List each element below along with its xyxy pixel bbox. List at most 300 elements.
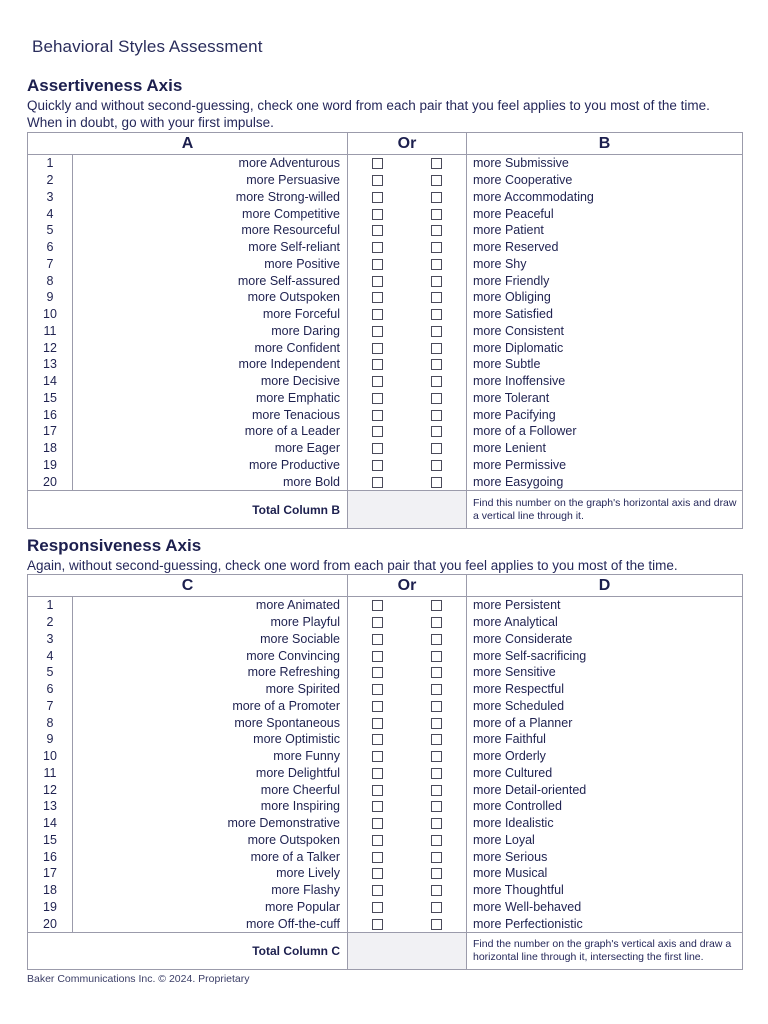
word-d: more Self-sacrificing [467, 647, 743, 664]
checkbox-a[interactable] [372, 326, 383, 337]
responsiveness-header-row [28, 575, 743, 597]
word-a: more Self-reliant [73, 239, 348, 256]
table-row [28, 339, 743, 356]
word-c: more Spirited [73, 681, 348, 698]
word-a: more Independent [73, 356, 348, 373]
checkbox-c[interactable] [372, 885, 383, 896]
word-a: more Self-assured [73, 272, 348, 289]
total-column-c-label: Total Column C [28, 933, 348, 970]
checkbox-pair [348, 440, 467, 457]
table-row [28, 614, 743, 631]
or-header: Or [348, 575, 467, 597]
checkbox-a[interactable] [372, 359, 383, 370]
checkbox-pair [348, 848, 467, 865]
table-row [28, 865, 743, 882]
checkbox-d[interactable] [431, 785, 442, 796]
word-c: more Optimistic [73, 731, 348, 748]
checkbox-d[interactable] [431, 651, 442, 662]
row-number: 14 [28, 815, 73, 832]
word-d: more Thoughtful [467, 882, 743, 899]
checkbox-pair [348, 356, 467, 373]
table-row [28, 848, 743, 865]
responsiveness-table [27, 574, 743, 970]
checkbox-c[interactable] [372, 718, 383, 729]
word-b: more Satisfied [467, 306, 743, 323]
checkbox-a[interactable] [372, 410, 383, 421]
checkbox-a[interactable] [372, 477, 383, 488]
word-a: more Forceful [73, 306, 348, 323]
checkbox-a[interactable] [372, 192, 383, 203]
table-row [28, 289, 743, 306]
word-c: more Refreshing [73, 664, 348, 681]
checkbox-b[interactable] [431, 209, 442, 220]
word-d: more Persistent [467, 597, 743, 614]
checkbox-pair [348, 306, 467, 323]
checkbox-c[interactable] [372, 919, 383, 930]
checkbox-pair [348, 289, 467, 306]
checkbox-c[interactable] [372, 667, 383, 678]
checkbox-d[interactable] [431, 919, 442, 930]
table-row [28, 798, 743, 815]
checkbox-pair [348, 189, 467, 206]
row-number: 9 [28, 289, 73, 306]
checkbox-pair [348, 597, 467, 614]
table-row [28, 272, 743, 289]
checkbox-c[interactable] [372, 785, 383, 796]
word-d: more Respectful [467, 681, 743, 698]
checkbox-d[interactable] [431, 868, 442, 879]
row-number: 5 [28, 222, 73, 239]
row-number: 11 [28, 323, 73, 340]
checkbox-pair [348, 865, 467, 882]
checkbox-pair [348, 222, 467, 239]
table-row [28, 748, 743, 765]
checkbox-a[interactable] [372, 376, 383, 387]
checkbox-pair [348, 272, 467, 289]
column-a-header: A [28, 133, 348, 155]
row-number: 3 [28, 189, 73, 206]
checkbox-pair [348, 882, 467, 899]
row-number: 13 [28, 798, 73, 815]
word-a: more Confident [73, 339, 348, 356]
checkbox-b[interactable] [431, 393, 442, 404]
checkbox-a[interactable] [372, 158, 383, 169]
responsiveness-section-title: Responsiveness Axis [27, 536, 202, 555]
word-b: more Easygoing [467, 473, 743, 490]
checkbox-c[interactable] [372, 751, 383, 762]
checkbox-pair [348, 205, 467, 222]
checkbox-a[interactable] [372, 460, 383, 471]
checkbox-b[interactable] [431, 443, 442, 454]
checkbox-pair [348, 457, 467, 474]
table-row [28, 882, 743, 899]
checkbox-a[interactable] [372, 242, 383, 253]
checkbox-c[interactable] [372, 852, 383, 863]
row-number: 3 [28, 631, 73, 648]
checkbox-d[interactable] [431, 885, 442, 896]
checkbox-a[interactable] [372, 209, 383, 220]
checkbox-d[interactable] [431, 684, 442, 695]
checkbox-b[interactable] [431, 292, 442, 303]
word-c: more Playful [73, 614, 348, 631]
table-row [28, 205, 743, 222]
row-number: 11 [28, 765, 73, 782]
word-c: more Lively [73, 865, 348, 882]
responsiveness-instructions: Again, without second-guessing, check one word from each pair that you feel applies to you most of the time. [27, 558, 678, 573]
table-row [28, 373, 743, 390]
row-number: 12 [28, 781, 73, 798]
total-column-c-note: Find the number on the graph's vertical axis and draw a horizontal line through it, intersecting the first line. [467, 933, 743, 970]
word-b: more Diplomatic [467, 339, 743, 356]
total-column-b-input[interactable] [348, 491, 467, 529]
row-number: 1 [28, 155, 73, 172]
checkbox-d[interactable] [431, 634, 442, 645]
row-number: 2 [28, 614, 73, 631]
word-d: more Considerate [467, 631, 743, 648]
column-c-header: C [28, 575, 348, 597]
checkbox-b[interactable] [431, 326, 442, 337]
table-row [28, 647, 743, 664]
checkbox-c[interactable] [372, 768, 383, 779]
word-d: more Cultured [467, 765, 743, 782]
row-number: 16 [28, 848, 73, 865]
word-d: more Idealistic [467, 815, 743, 832]
word-c: more Off-the-cuff [73, 915, 348, 932]
word-b: more Reserved [467, 239, 743, 256]
word-d: more Controlled [467, 798, 743, 815]
row-number: 6 [28, 681, 73, 698]
table-row [28, 765, 743, 782]
checkbox-a[interactable] [372, 276, 383, 287]
word-d: more Musical [467, 865, 743, 882]
checkbox-a[interactable] [372, 292, 383, 303]
checkbox-c[interactable] [372, 902, 383, 913]
row-number: 10 [28, 748, 73, 765]
table-row [28, 832, 743, 849]
word-c: more Flashy [73, 882, 348, 899]
checkbox-pair [348, 614, 467, 631]
word-c: more Popular [73, 899, 348, 916]
table-row [28, 915, 743, 932]
checkbox-d[interactable] [431, 617, 442, 628]
checkbox-c[interactable] [372, 651, 383, 662]
word-a: more Positive [73, 256, 348, 273]
checkbox-c[interactable] [372, 634, 383, 645]
table-row [28, 356, 743, 373]
page-title: Behavioral Styles Assessment [32, 37, 263, 56]
table-row [28, 256, 743, 273]
word-d: more Well-behaved [467, 899, 743, 916]
checkbox-pair [348, 423, 467, 440]
checkbox-c[interactable] [372, 868, 383, 879]
row-number: 19 [28, 899, 73, 916]
checkbox-d[interactable] [431, 751, 442, 762]
checkbox-a[interactable] [372, 393, 383, 404]
row-number: 9 [28, 731, 73, 748]
row-number: 12 [28, 339, 73, 356]
checkbox-pair [348, 323, 467, 340]
checkbox-d[interactable] [431, 600, 442, 611]
table-row [28, 815, 743, 832]
row-number: 8 [28, 714, 73, 731]
word-a: more Bold [73, 473, 348, 490]
word-b: more Subtle [467, 356, 743, 373]
checkbox-pair [348, 731, 467, 748]
word-b: more Obliging [467, 289, 743, 306]
row-number: 4 [28, 205, 73, 222]
checkbox-pair [348, 698, 467, 715]
checkbox-b[interactable] [431, 259, 442, 270]
word-b: more Lenient [467, 440, 743, 457]
word-d: more Loyal [467, 832, 743, 849]
assertiveness-section-title: Assertiveness Axis [27, 76, 183, 95]
table-row [28, 423, 743, 440]
word-d: more Orderly [467, 748, 743, 765]
word-b: more Inoffensive [467, 373, 743, 390]
checkbox-pair [348, 406, 467, 423]
word-c: more Convincing [73, 647, 348, 664]
checkbox-pair [348, 390, 467, 407]
word-c: more Animated [73, 597, 348, 614]
row-number: 7 [28, 698, 73, 715]
word-d: more of a Planner [467, 714, 743, 731]
table-row [28, 473, 743, 490]
word-c: more Delightful [73, 765, 348, 782]
checkbox-d[interactable] [431, 768, 442, 779]
checkbox-a[interactable] [372, 259, 383, 270]
checkbox-pair [348, 647, 467, 664]
total-column-b-note: Find this number on the graph's horizontal axis and draw a vertical line through it. [467, 491, 743, 529]
checkbox-a[interactable] [372, 343, 383, 354]
assertiveness-table [27, 132, 743, 529]
row-number: 8 [28, 272, 73, 289]
word-b: more Submissive [467, 155, 743, 172]
table-row [28, 681, 743, 698]
checkbox-pair [348, 373, 467, 390]
checkbox-d[interactable] [431, 734, 442, 745]
table-row [28, 323, 743, 340]
row-number: 18 [28, 440, 73, 457]
checkbox-pair [348, 798, 467, 815]
checkbox-b[interactable] [431, 192, 442, 203]
word-a: more Productive [73, 457, 348, 474]
checkbox-c[interactable] [372, 617, 383, 628]
checkbox-a[interactable] [372, 443, 383, 454]
column-d-header: D [467, 575, 743, 597]
table-row [28, 390, 743, 407]
row-number: 1 [28, 597, 73, 614]
word-c: more of a Talker [73, 848, 348, 865]
word-c: more Demonstrative [73, 815, 348, 832]
word-b: more Peaceful [467, 205, 743, 222]
total-column-c-input[interactable] [348, 933, 467, 970]
word-c: more Inspiring [73, 798, 348, 815]
word-a: more Tenacious [73, 406, 348, 423]
word-c: more Spontaneous [73, 714, 348, 731]
checkbox-b[interactable] [431, 410, 442, 421]
row-number: 16 [28, 406, 73, 423]
checkbox-d[interactable] [431, 852, 442, 863]
checkbox-pair [348, 256, 467, 273]
checkbox-d[interactable] [431, 801, 442, 812]
checkbox-c[interactable] [372, 835, 383, 846]
word-b: more Pacifying [467, 406, 743, 423]
word-b: more Permissive [467, 457, 743, 474]
checkbox-d[interactable] [431, 835, 442, 846]
checkbox-pair [348, 239, 467, 256]
word-d: more Faithful [467, 731, 743, 748]
checkbox-b[interactable] [431, 225, 442, 236]
table-row [28, 306, 743, 323]
word-b: more Patient [467, 222, 743, 239]
word-d: more Scheduled [467, 698, 743, 715]
word-a: more Adventurous [73, 155, 348, 172]
word-a: more Emphatic [73, 390, 348, 407]
table-row [28, 631, 743, 648]
table-row [28, 155, 743, 172]
word-c: more Cheerful [73, 781, 348, 798]
total-row [28, 491, 743, 529]
word-b: more Cooperative [467, 172, 743, 189]
row-number: 17 [28, 865, 73, 882]
checkbox-c[interactable] [372, 600, 383, 611]
checkbox-pair [348, 815, 467, 832]
checkbox-pair [348, 748, 467, 765]
checkbox-b[interactable] [431, 175, 442, 186]
row-number: 7 [28, 256, 73, 273]
checkbox-pair [348, 631, 467, 648]
checkbox-a[interactable] [372, 225, 383, 236]
checkbox-pair [348, 832, 467, 849]
checkbox-pair [348, 915, 467, 932]
checkbox-d[interactable] [431, 667, 442, 678]
checkbox-c[interactable] [372, 684, 383, 695]
row-number: 5 [28, 664, 73, 681]
checkbox-d[interactable] [431, 718, 442, 729]
row-number: 13 [28, 356, 73, 373]
word-d: more Perfectionistic [467, 915, 743, 932]
word-d: more Serious [467, 848, 743, 865]
checkbox-pair [348, 899, 467, 916]
checkbox-pair [348, 172, 467, 189]
row-number: 14 [28, 373, 73, 390]
word-b: more of a Follower [467, 423, 743, 440]
word-b: more Consistent [467, 323, 743, 340]
checkbox-d[interactable] [431, 701, 442, 712]
row-number: 6 [28, 239, 73, 256]
table-row [28, 457, 743, 474]
word-d: more Detail-oriented [467, 781, 743, 798]
checkbox-pair [348, 765, 467, 782]
word-c: more Funny [73, 748, 348, 765]
total-column-b-label: Total Column B [28, 491, 348, 529]
checkbox-pair [348, 339, 467, 356]
table-row [28, 714, 743, 731]
column-b-header: B [467, 133, 743, 155]
word-b: more Shy [467, 256, 743, 273]
checkbox-b[interactable] [431, 460, 442, 471]
word-b: more Friendly [467, 272, 743, 289]
checkbox-b[interactable] [431, 343, 442, 354]
checkbox-c[interactable] [372, 818, 383, 829]
checkbox-d[interactable] [431, 902, 442, 913]
row-number: 17 [28, 423, 73, 440]
checkbox-pair [348, 781, 467, 798]
row-number: 2 [28, 172, 73, 189]
table-row [28, 781, 743, 798]
checkbox-a[interactable] [372, 175, 383, 186]
checkbox-c[interactable] [372, 701, 383, 712]
word-a: more Decisive [73, 373, 348, 390]
checkbox-pair [348, 681, 467, 698]
word-d: more Analytical [467, 614, 743, 631]
word-b: more Accommodating [467, 189, 743, 206]
word-a: more Resourceful [73, 222, 348, 239]
assertiveness-header-row [28, 133, 743, 155]
row-number: 19 [28, 457, 73, 474]
assertiveness-instructions: Quickly and without second-guessing, check one word from each pair that you feel applies to you most of the time. When in doubt, go with your first impulse. [27, 98, 710, 130]
word-a: more Persuasive [73, 172, 348, 189]
checkbox-a[interactable] [372, 426, 383, 437]
table-row [28, 189, 743, 206]
table-row [28, 698, 743, 715]
total-row [28, 933, 743, 970]
word-a: more Outspoken [73, 289, 348, 306]
word-a: more Daring [73, 323, 348, 340]
row-number: 18 [28, 882, 73, 899]
row-number: 15 [28, 390, 73, 407]
checkbox-pair [348, 155, 467, 172]
table-row [28, 731, 743, 748]
checkbox-pair [348, 473, 467, 490]
checkbox-b[interactable] [431, 158, 442, 169]
row-number: 4 [28, 647, 73, 664]
word-a: more Strong-willed [73, 189, 348, 206]
table-row [28, 664, 743, 681]
checkbox-pair [348, 664, 467, 681]
word-a: more Eager [73, 440, 348, 457]
checkbox-d[interactable] [431, 818, 442, 829]
footer-copyright: Baker Communications Inc. © 2024. Proprietary [27, 973, 250, 985]
table-row [28, 239, 743, 256]
word-c: more Sociable [73, 631, 348, 648]
row-number: 20 [28, 473, 73, 490]
checkbox-b[interactable] [431, 276, 442, 287]
row-number: 20 [28, 915, 73, 932]
checkbox-b[interactable] [431, 359, 442, 370]
checkbox-c[interactable] [372, 734, 383, 745]
checkbox-b[interactable] [431, 426, 442, 437]
checkbox-a[interactable] [372, 309, 383, 320]
row-number: 15 [28, 832, 73, 849]
word-c: more of a Promoter [73, 698, 348, 715]
checkbox-b[interactable] [431, 477, 442, 488]
word-a: more Competitive [73, 205, 348, 222]
table-row [28, 597, 743, 614]
checkbox-b[interactable] [431, 309, 442, 320]
table-row [28, 172, 743, 189]
checkbox-b[interactable] [431, 376, 442, 387]
checkbox-b[interactable] [431, 242, 442, 253]
word-a: more of a Leader [73, 423, 348, 440]
table-row [28, 222, 743, 239]
table-row [28, 406, 743, 423]
word-c: more Outspoken [73, 832, 348, 849]
table-row [28, 440, 743, 457]
table-row [28, 899, 743, 916]
word-d: more Sensitive [467, 664, 743, 681]
checkbox-c[interactable] [372, 801, 383, 812]
